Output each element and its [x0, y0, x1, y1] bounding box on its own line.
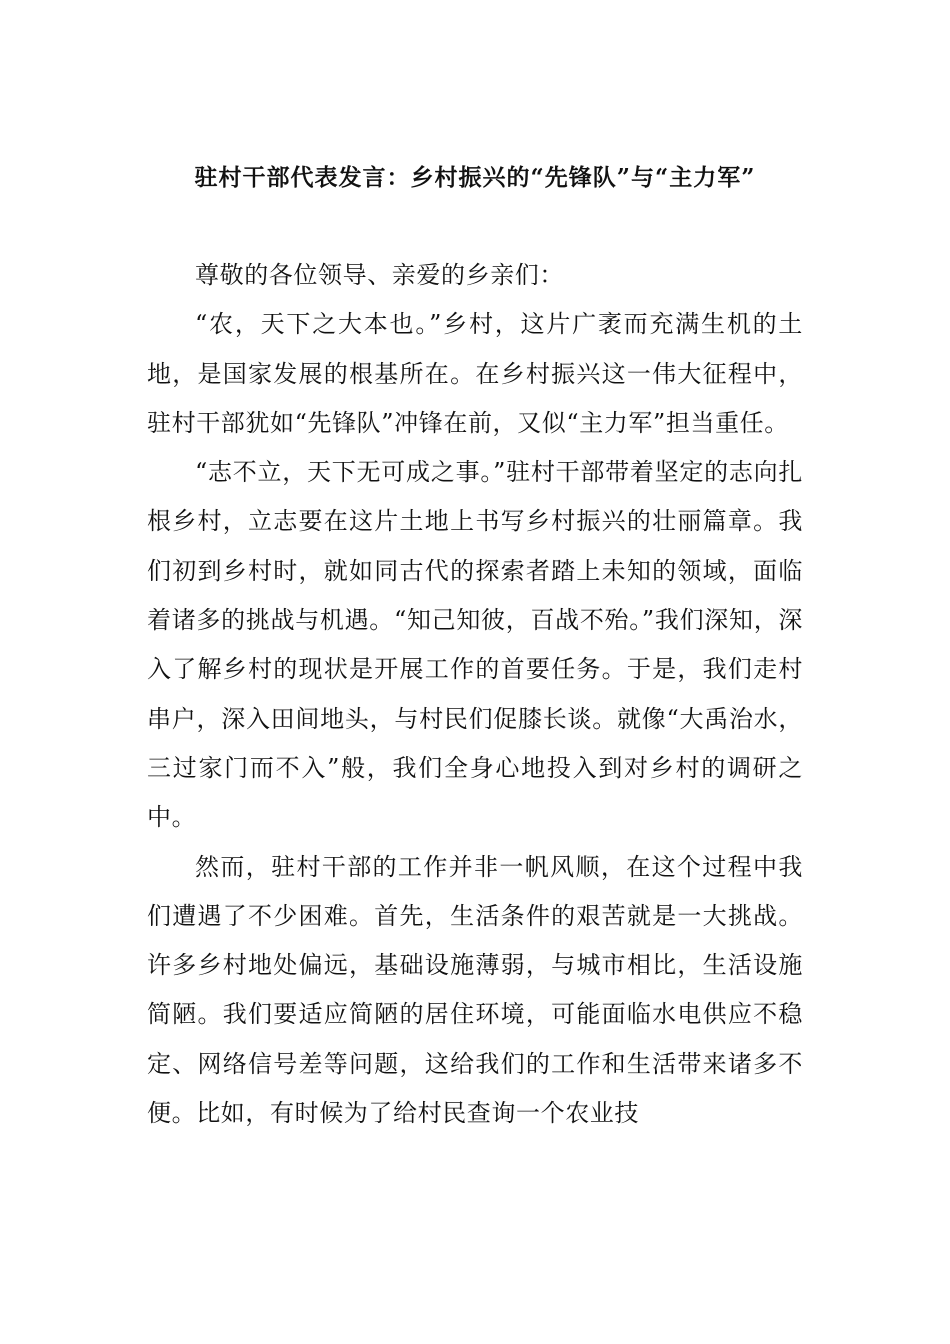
paragraph: “志不立，天下无可成之事。”驻村干部带着坚定的志向扎根乡村，立志要在这片土地上书写乡村振兴的壮丽篇章。我们初到乡村时，就如同古代的探索者踏上未知的领域，面临着诸多的挑战与机遇。“知己知彼，百战不殆。”我们深知，深入了解乡村的现状是开展工作的首要任务。于是，我们走村串户，深入田间地头，与村民们促膝长谈。就像“大禹治水，三过家门而不入”般，我们全身心地投入到对乡村的调研之中。: [147, 458, 803, 832]
greeting: 尊敬的各位领导、亲爱的乡亲们：: [195, 261, 564, 289]
paragraph: 然而，驻村干部的工作并非一帆风顺，在这个过程中我们遭遇了不少困难。首先，生活条件的艰苦就是一大挑战。许多乡村地处偏远，基础设施薄弱，与城市相比，生活设施简陋。我们要适应简陋的居住环境，可能面临水电供应不稳定、网络信号差等问题，这给我们的工作和生活带来诸多不便。比如，有时候为了给村民查询一个农业技: [147, 852, 803, 1128]
document-body: [147, 251, 803, 1138]
document-title: 驻村干部代表发言：乡村振兴的“先锋队”与“主力军”: [194, 164, 756, 191]
paragraph: “农，天下之大本也。”乡村，这片广袤而充满生机的土地，是国家发展的根基所在。在乡村振兴这一伟大征程中，驻村干部犹如“先锋队”冲锋在前，又似“主力军”担当重任。: [147, 310, 803, 437]
